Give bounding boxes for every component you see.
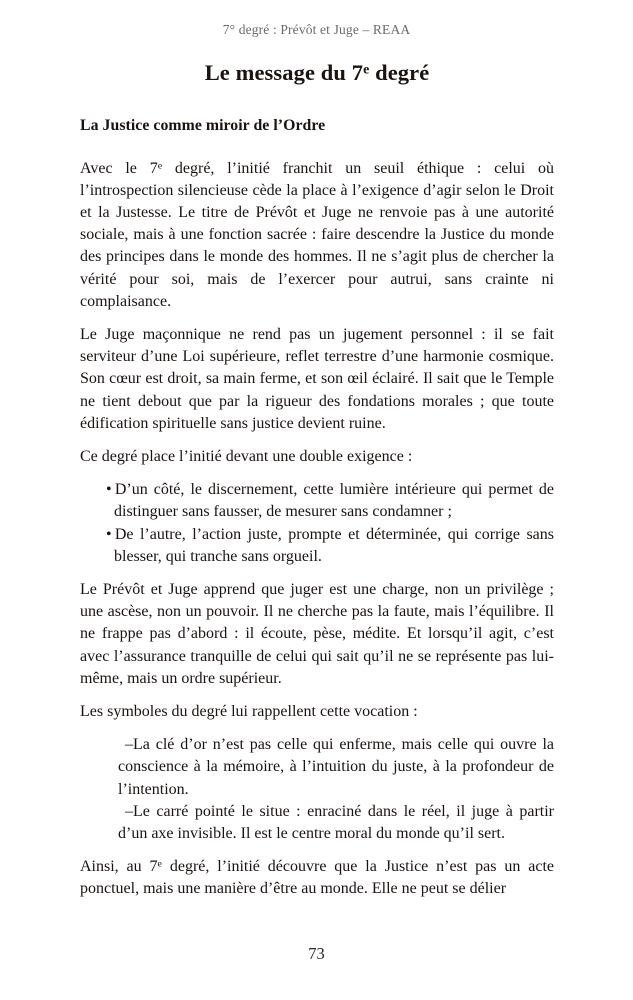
list-item (80, 479, 554, 523)
paragraph-5-intro: Les symboles du degré lui rappellent cette vocation : (80, 702, 418, 720)
list-item (80, 801, 554, 845)
dash-icon: – (125, 736, 133, 754)
paragraph-1-part-2: degré, l’initié franchit un seuil éthique : celui où l’introspection silencieuse cède la place à l’exigence d’agir selon le Droit et la Justesse. Le titre de Prévôt et Juge ne renvoie pas à une autorité sociale, mais à une fonction sacrée : faire descendre la Justice du monde des principes dans le monde des hommes. Il ne s’agit plus de chercher la vérité pour soi, mais de l’exercer pour autrui, sans crainte ni complaisance. (80, 159, 554, 310)
symbols-list (80, 734, 554, 845)
running-head-degree: 7° degré : Prévôt et Juge – REAA (222, 22, 411, 37)
page-title-part-2: degré (369, 60, 430, 85)
paragraph-6-part-1: Ainsi, au 7 (80, 858, 158, 876)
dash-icon: – (125, 802, 133, 820)
text-column (80, 60, 554, 912)
list-item-text: La clé d’or n’est pas celle qui enferme, mais celle qui ouvre la conscience à la mémoire, à l’intuition du juste, à la profondeur de l’intention. (118, 736, 554, 798)
page-title-part-1: Le message du 7 (204, 60, 364, 85)
paragraph-6-ordinal-suffix: e (157, 858, 162, 870)
page-number: 73 (308, 944, 325, 963)
list-item (80, 734, 554, 801)
list-item-text: D’un côté, le discernement, cette lumière intérieure qui permet de distinguer sans fausser, de mesurer sans condamner ; (114, 481, 554, 521)
running-head (0, 22, 633, 38)
list-item (80, 524, 554, 568)
page-title-ordinal-suffix: e (363, 62, 370, 78)
paragraph-3-intro: Ce degré place l’initié devant une double exigence : (80, 447, 413, 465)
paragraph-6 (80, 856, 554, 900)
paragraph-4: Le Prévôt et Juge apprend que juger est une charge, non un privilège ; une ascèse, non un pouvoir. Il ne cherche pas la faute, mais l’équilibre. Il ne frappe pas d’abord : il écoute, pèse, médite. Et lorsqu’il agit, c’est avec l’assurance tranquille de celui qui sait qu’il ne se représente pas lui-même, mais un ordre supérieur. (80, 580, 554, 687)
bullet-icon: • (106, 481, 112, 499)
list-item-text: Le carré pointé le situe : enraciné dans le réel, il juge à partir d’un axe invisible. Il est le centre moral du monde qu’il sert. (118, 802, 554, 842)
paragraph-1-ordinal-suffix: e (157, 159, 163, 171)
list-item-text: De l’autre, l’action juste, prompte et déterminée, qui corrige sans blesser, qui tranche sans orgueil. (114, 525, 554, 565)
double-exigence-list (80, 479, 554, 568)
paragraph-1 (80, 158, 554, 313)
paragraph-1-part-1: Avec le 7 (80, 159, 158, 177)
bullet-icon: • (106, 525, 112, 543)
paragraph-2: Le Juge maçonnique ne rend pas un jugement personnel : il se fait serviteur d’une Loi supérieure, reflet terrestre d’une harmonie cosmique. Son cœur est droit, sa main ferme, et son œil éclairé. Il sait que le Temple ne tient debout que par la rigueur des fondations morales ; que toute édification spirituelle sans justice devient ruine. (80, 325, 554, 432)
section-heading: La Justice comme miroir de l’Ordre (80, 116, 326, 134)
page-title (80, 60, 554, 87)
paragraph-6-part-2: degré, l’initié découvre que la Justice n’est pas un acte ponctuel, mais une manière d’être au monde. Elle ne peut se délier (80, 858, 554, 898)
